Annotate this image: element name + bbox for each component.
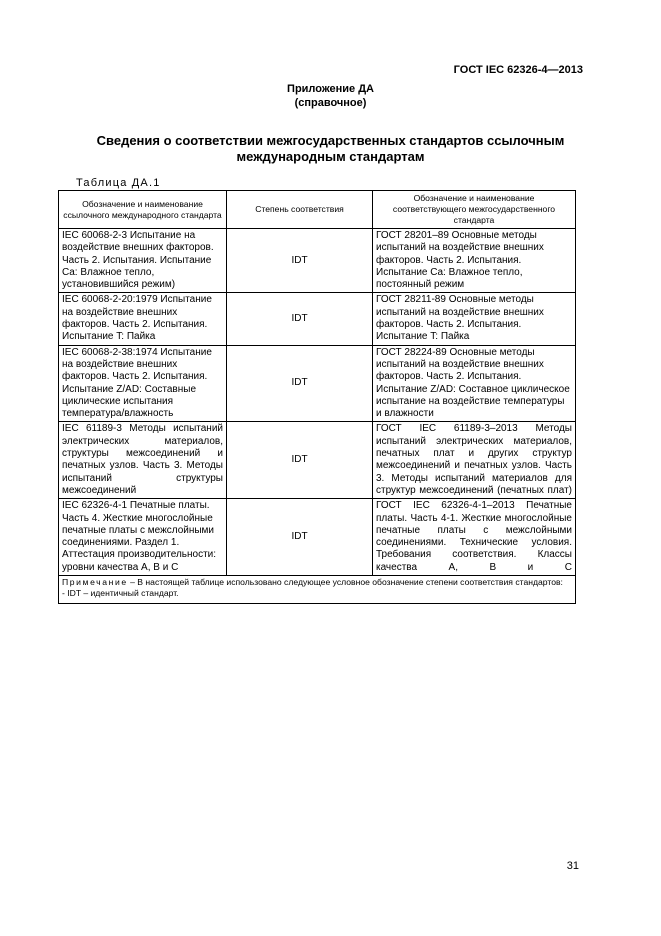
table-row bbox=[59, 293, 576, 345]
section-title-line2: международным стандартам bbox=[236, 149, 425, 164]
table-row bbox=[59, 499, 576, 576]
gost-standard-cell: ГОСТ 28201–89 Основные методы испытаний на воздействие внешних факторов. Часть 2. Испытания. Испытание Ca: Влажное тепло, постоянный режим bbox=[373, 229, 576, 293]
ref-standard-cell: IEC 60068-2-20:1979 Испытание на воздействие внешних факторов. Часть 2. Испытания. Испытание T: Пайка bbox=[59, 293, 227, 345]
gost-standard-cell: ГОСТ 28224-89 Основные методы испытаний на воздействие внешних факторов. Часть 2. Испытания. Испытание Z/AD: Составное циклическое испытание на воздействие температуры и влажности bbox=[373, 345, 576, 422]
header-gost-standard: Обозначение и наименование соответствующего межгосударственного стандарта bbox=[373, 191, 576, 229]
header-ref-standard: Обозначение и наименование ссылочного международного стандарта bbox=[59, 191, 227, 229]
section-title bbox=[0, 133, 661, 165]
table-label: Таблица ДА.1 bbox=[76, 177, 161, 189]
degree-cell: IDT bbox=[227, 293, 373, 345]
appendix-heading bbox=[0, 82, 661, 110]
table-row bbox=[59, 229, 576, 293]
table-note-row bbox=[59, 576, 576, 604]
table-note bbox=[59, 576, 576, 604]
table-header-row bbox=[59, 191, 576, 229]
ref-standard-cell: IEC 62326-4-1 Печатные платы. Часть 4. Жесткие многослойные печатные платы с межслойными соединениями. Раздел 1. Аттестация производительности: уровни качества A, B и C bbox=[59, 499, 227, 576]
note-text: – В настоящей таблице использовано следующее условное обозначение степени соответствия стандартов: bbox=[127, 577, 563, 588]
degree-cell: IDT bbox=[227, 345, 373, 422]
appendix-subtitle: (справочное) bbox=[294, 97, 367, 109]
section-title-line1: Сведения о соответствии межгосударственных стандартов ссылочным bbox=[96, 133, 565, 148]
table-row bbox=[59, 345, 576, 422]
document-number: ГОСТ IEC 62326-4—2013 bbox=[453, 64, 583, 76]
appendix-title: Приложение ДА bbox=[287, 83, 374, 95]
table-row bbox=[59, 422, 576, 499]
degree-cell: IDT bbox=[227, 499, 373, 576]
ref-standard-cell: IEC 60068-2-3 Испытание на воздействие внешних факторов. Часть 2. Испытания. Испытание Ca: Влажное тепло, установившийся режим) bbox=[59, 229, 227, 293]
gost-standard-cell: ГОСТ IEC 61189-3–2013 Методы испытаний электрических материалов, печатных плат и других структур межсоединений и печатных узлов. Часть 3. Методы испытаний материалов для структур межсоединений (печатных плат) bbox=[373, 422, 576, 499]
page-number: 31 bbox=[566, 860, 579, 872]
note-item: - IDT – идентичный стандарт. bbox=[62, 588, 179, 599]
degree-cell: IDT bbox=[227, 229, 373, 293]
correspondence-table bbox=[58, 190, 576, 604]
degree-cell: IDT bbox=[227, 422, 373, 499]
gost-standard-cell: ГОСТ 28211-89 Основные методы испытаний на воздействие внешних факторов. Часть 2. Испытания. Испытание T: Пайка bbox=[373, 293, 576, 345]
ref-standard-cell: IEC 60068-2-38:1974 Испытание на воздействие внешних факторов. Часть 2. Испытания. Испытание Z/AD: Составные циклические испытания температура/влажность bbox=[59, 345, 227, 422]
gost-standard-cell: ГОСТ IEC 62326-4-1–2013 Печатные платы. Часть 4-1. Жесткие многослойные печатные платы с межслойными соединениями. Технические условия. Требования соответствия. Классы качества A, B и C bbox=[373, 499, 576, 576]
note-label: Примечание bbox=[62, 577, 128, 588]
header-degree: Степень соответствия bbox=[227, 191, 373, 229]
ref-standard-cell: IEC 61189-3 Методы испытаний электрических материалов, структуры межсоединений и печатных узлов. Часть 3. Методы испытаний структуры межсоединений bbox=[59, 422, 227, 499]
